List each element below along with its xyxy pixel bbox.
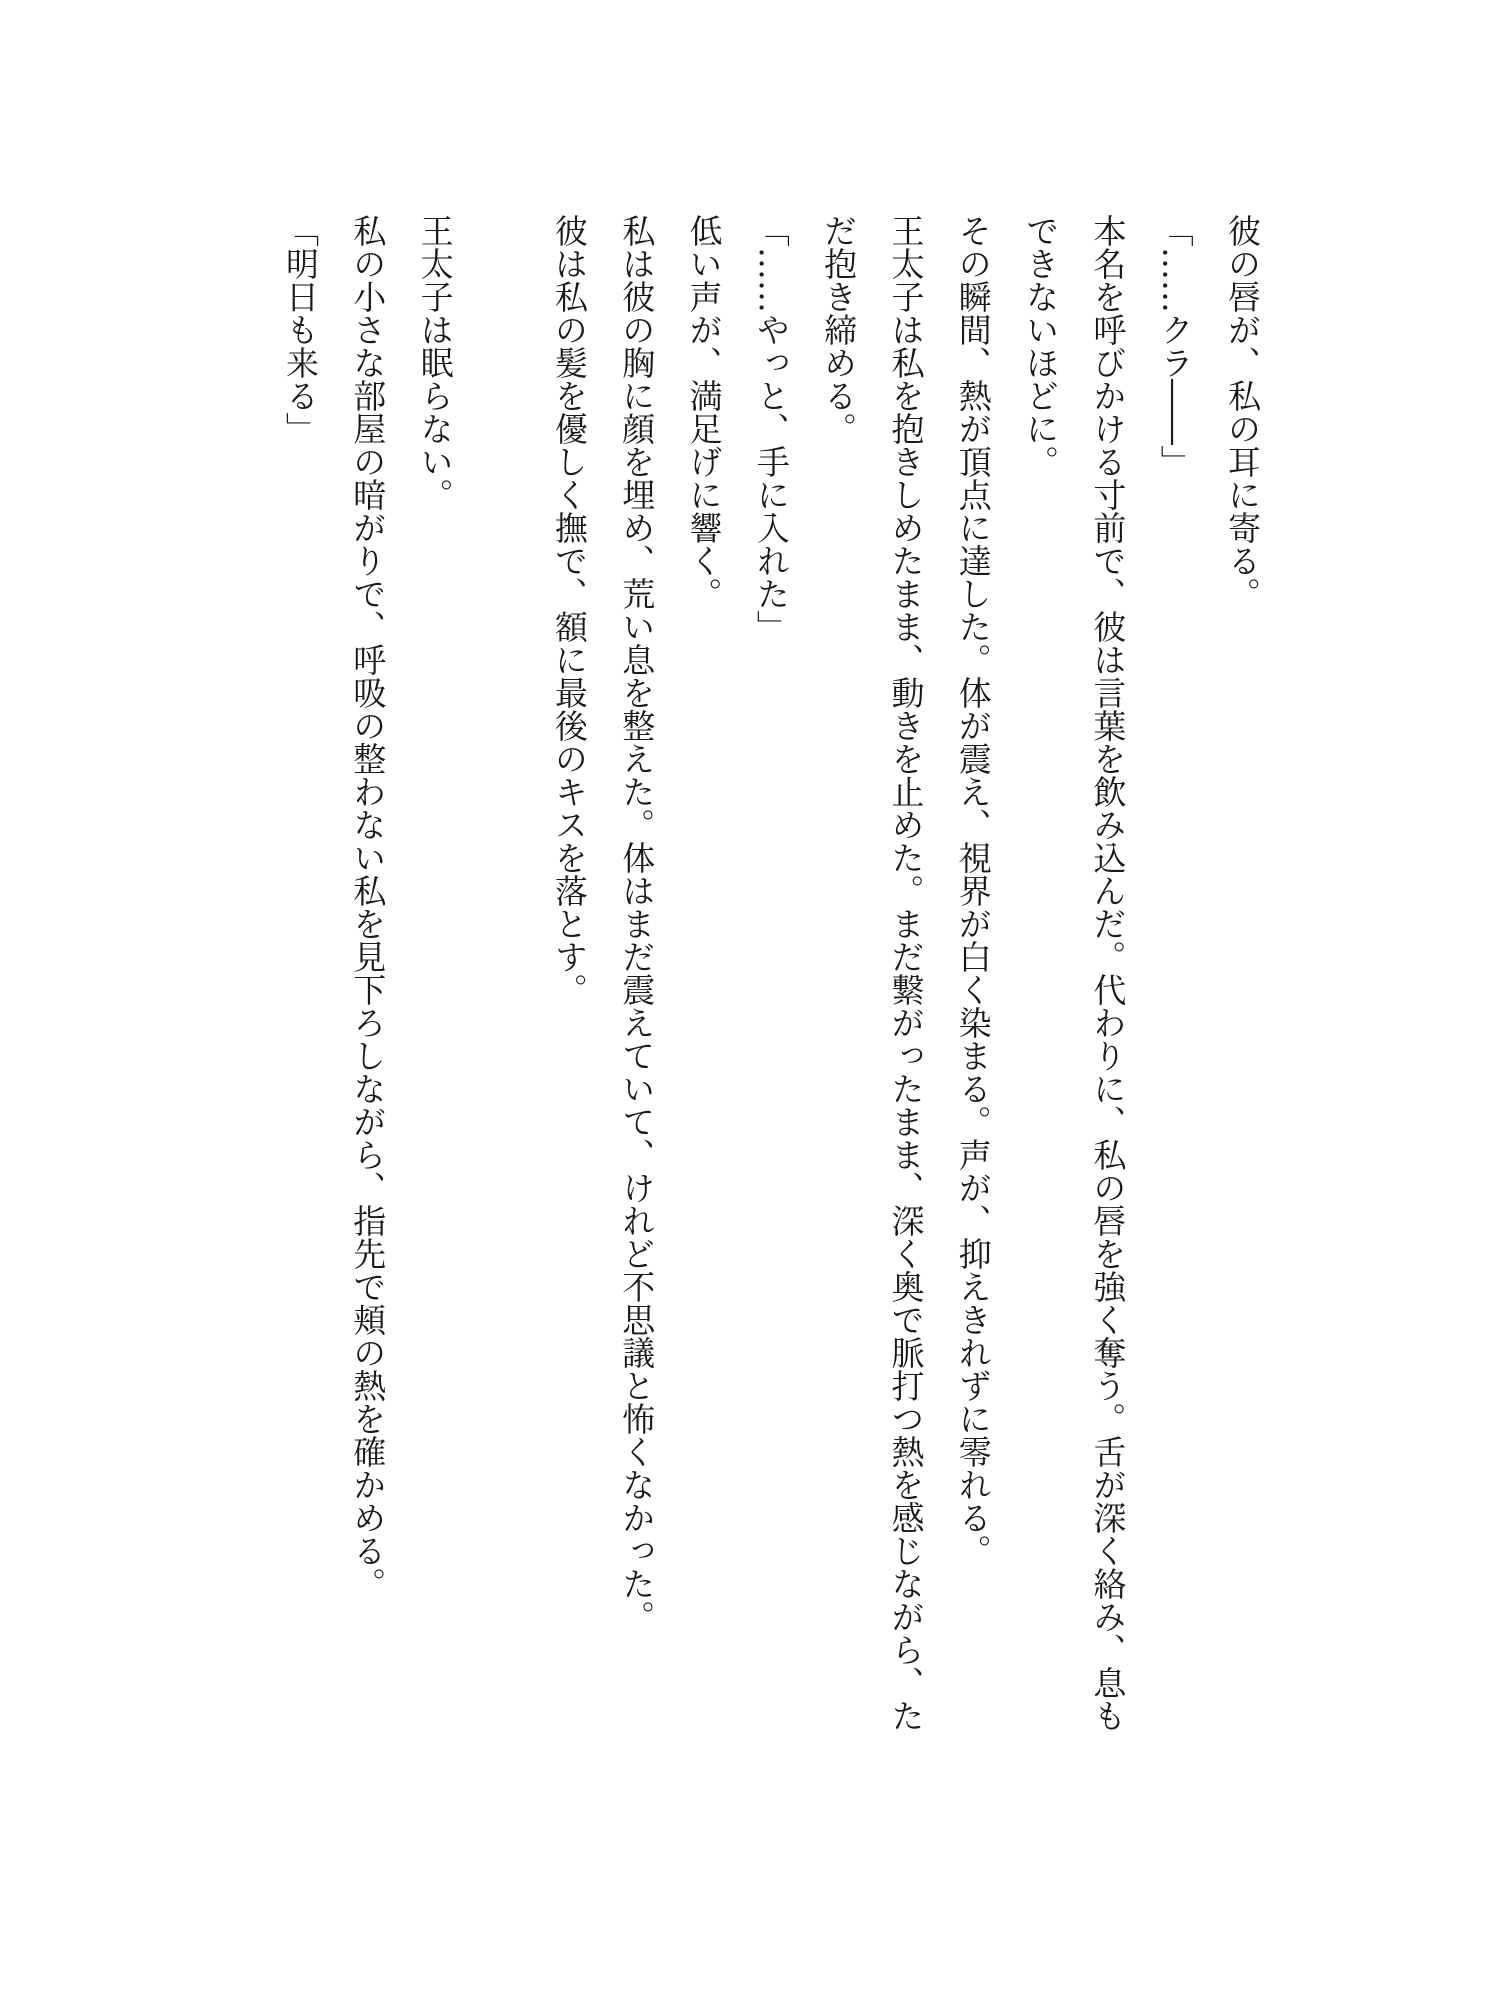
paragraph: 本名を呼びかける寸前で、彼は言葉を飲み込んだ。代わりに、私の唇を強く奪う。舌が深く絡み、息もできないほどに。 (1021, 214, 1128, 1732)
paragraph: 「……やっと、手に入れた」 (751, 214, 791, 643)
paragraph: 王太子は私を抱きしめたまま、動きを止めた。まだ繋がったまま、深く奥で脈打つ熱を感じながら、ただ抱き締める。 (819, 214, 926, 1732)
paragraph: 「明日も来る」 (280, 214, 320, 445)
paragraph: 私の小さな部屋の暗がりで、呼吸の整わない私を見下ろしながら、指先で頬の熱を確かめる。 (348, 214, 388, 1600)
paragraph: 彼は私の髪を優しく撫で、額に最後のキスを落とす。 (549, 214, 589, 1006)
paragraph: その瞬間、熱が頂点に達した。体が震え、視界が白く染まる。声が、抑えきれずに零れる。 (953, 214, 993, 1567)
paragraph: 低い声が、満足げに響く。 (684, 214, 724, 610)
paragraph: 彼の唇が、私の耳に寄る。 (1223, 214, 1262, 610)
vertical-text-block (267, 214, 1276, 1754)
paragraph: 私は彼の胸に顔を埋め、荒い息を整えた。体はまだ震えていて、けれど不思議と怖くなかった。 (617, 214, 657, 1633)
paragraph: 「……クラ――」 (1155, 214, 1195, 478)
paragraph: 王太子は眠らない。 (415, 214, 455, 511)
